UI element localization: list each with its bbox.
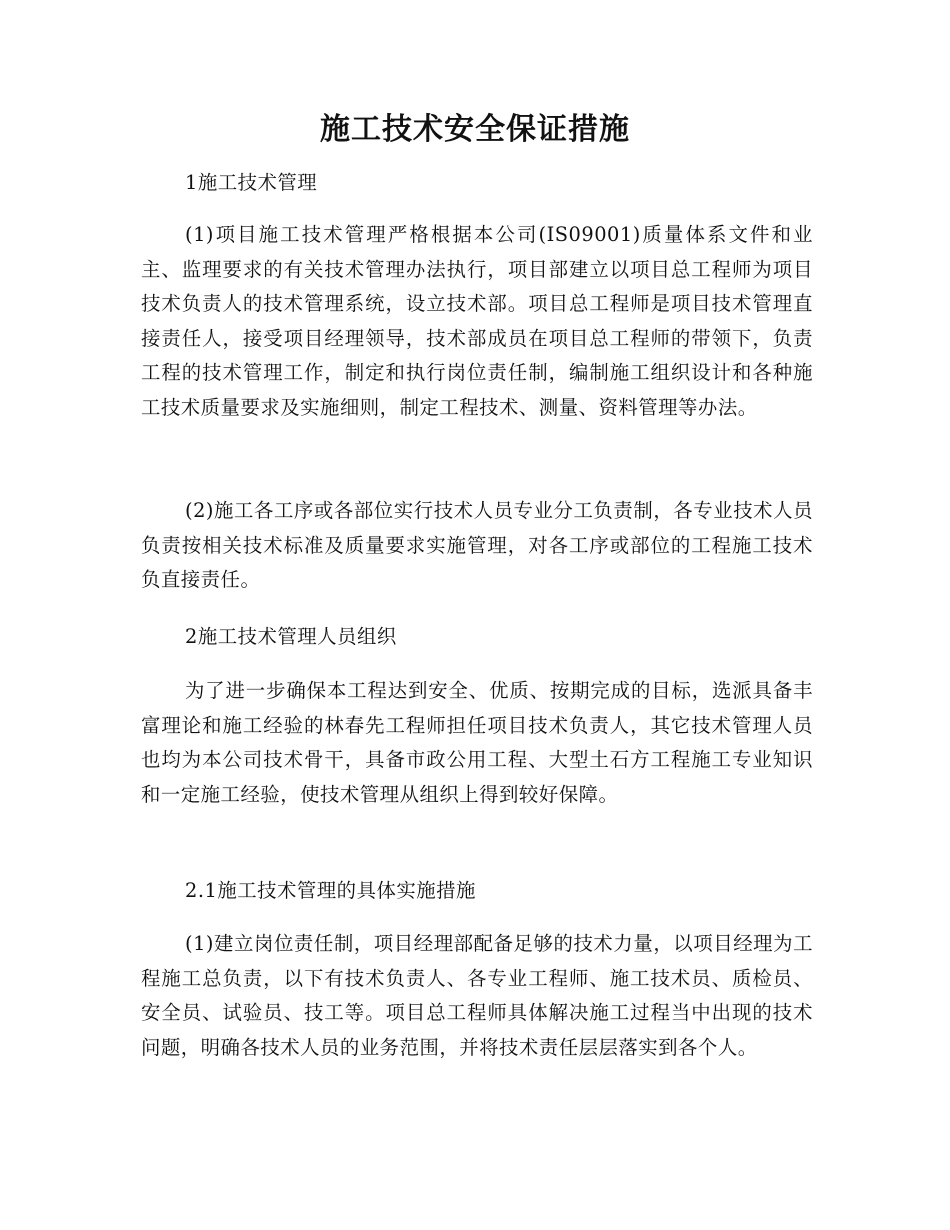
paragraph-3: 为了进一步确保本工程达到安全、优质、按期完成的目标，选派具备丰富理论和施工经验的林春先工程师担任项目技术负责人，其它技术管理人员也均为本公司技术骨干，具备市政公用工程、大型土石方工程施工专业知识和一定施工经验，使技术管理从组织上得到较好保障。 (141, 679, 813, 806)
document-title: 施工技术安全保证措施 (320, 112, 630, 147)
paragraph-4: (1)建立岗位责任制，项目经理部配备足够的技术力量，以项目经理为工程施工总负责，以下有技术负责人、各专业工程师、施工技术员、质检员、安全员、试验员、技工等。项目总工程师具体解决施工过程当中出现的技术问题，明确各技术人员的业务范围，并将技术责任层层落实到各个人。 (141, 932, 813, 1059)
section-heading-1: 1施工技术管理 (185, 171, 318, 194)
paragraph-2: (2)施工各工序或各部位实行技术人员专业分工负责制，各专业技术人员负责按相关技术标准及质量要求实施管理，对各工序或部位的工程施工技术负直接责任。 (141, 499, 813, 591)
paragraph-1: (1)项目施工技术管理严格根据本公司(IS09001)质量体系文件和业主、监理要求的有关技术管理办法执行，项目部建立以项目总工程师为项目技术负责人的技术管理系统，设立技术部。项目总工程师是项目技术管理直接责任人，接受项目经理领导，技术部成员在项目总工程师的带领下，负责工程的技术管理工作，制定和执行岗位责任制，编制施工组织设计和各种施工技术质量要求及实施细则，制定工程技术、测量、资料管理等办法。 (141, 223, 813, 419)
section-heading-3: 2.1施工技术管理的具体实施措施 (185, 879, 476, 902)
section-heading-2: 2施工技术管理人员组织 (185, 625, 397, 648)
